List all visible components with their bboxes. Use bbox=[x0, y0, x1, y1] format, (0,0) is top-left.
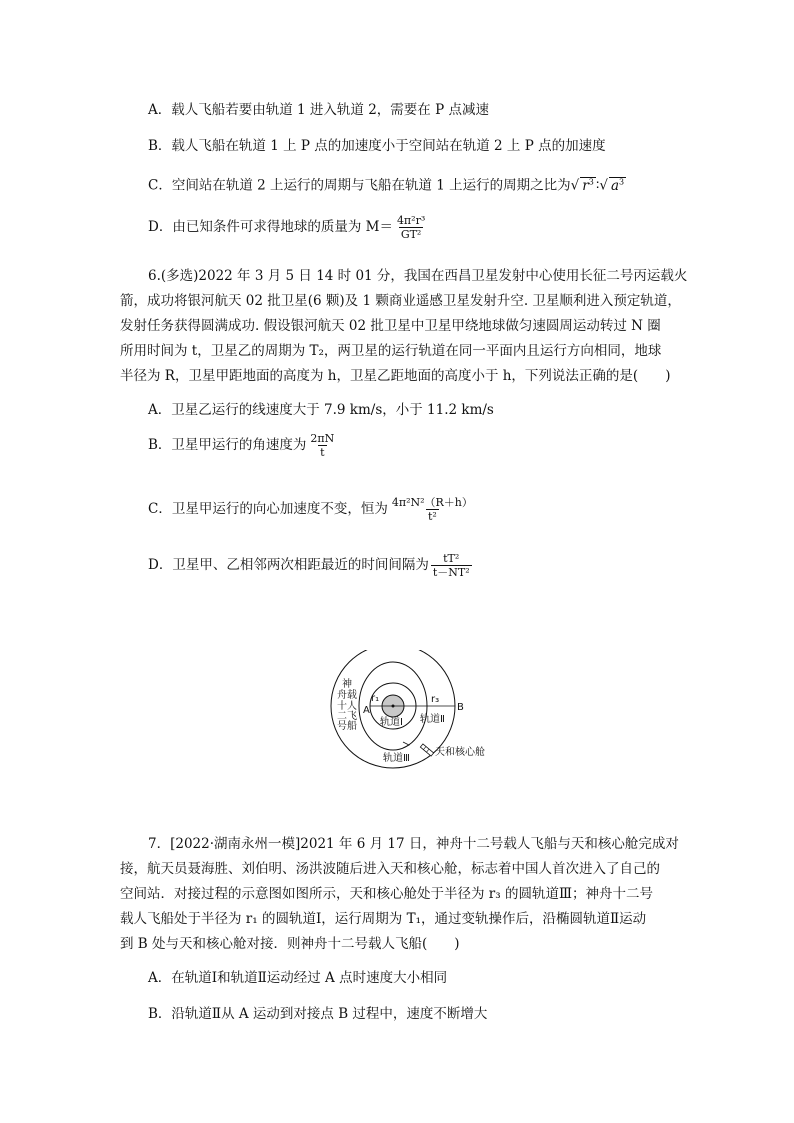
q6-stem-line-2: 箭，成功将银河航天 02 批卫星(6 颗)及 1 颗商业遥感卫星发射升空. 卫星顺利进入预定轨道， bbox=[120, 293, 681, 309]
r1-label: r₁ bbox=[371, 693, 380, 704]
q7-stem-line-3: 空间站．对接过程的示意图如图所示，天和核心舱处于半径为 r₃ 的圆轨道Ⅲ；神舟十二号 bbox=[120, 886, 653, 902]
fraction: $\frac{\text{4π²r³}}{\text{GT²}}$ bbox=[396, 214, 426, 241]
q6-stem-line-5: 半径为 R，卫星甲距地面的高度为 h，卫星乙距地面的高度小于 h，下列说法正确的是( ) bbox=[120, 368, 671, 384]
q6-option-a: A．卫星乙运行的线速度大于 7.9 km/s，小于 11.2 km/s bbox=[148, 402, 494, 418]
station-label: 天和核心舱 bbox=[435, 747, 485, 758]
orbit-diagram bbox=[330, 650, 490, 780]
fraction: $\frac{\text{tT²}}{\text{t－NT²}}$ bbox=[432, 552, 470, 579]
q6-stem-line-1: 6.(多选)2022 年 3 月 5 日 14 时 01 分，我国在西昌卫星发射中心使用长征二号丙运载火 bbox=[148, 268, 688, 284]
ship-label-2: 舟载 bbox=[337, 690, 357, 701]
point-a-label: A bbox=[363, 705, 370, 716]
ship-label-3: 十人 bbox=[337, 701, 357, 712]
ship-label-5: 号船 bbox=[337, 721, 357, 732]
q6-option-d: D．卫星甲、乙相邻两次相距最近的时间间隔为 $\frac{\text{tT²}}{\text{t－NT²}}$ bbox=[148, 552, 470, 579]
fraction: $\frac{2\pi N}{t}$ bbox=[310, 432, 335, 459]
q5-option-d: D．由已知条件可求得地球的质量为 M＝ $\frac{\text{4π²r³}}{\text{GT²}}$ bbox=[148, 214, 426, 241]
q7-stem-line-5: 到 B 处与天和核心舱对接．则神舟十二号载人飞船( ) bbox=[120, 936, 460, 952]
q6-option-c: C．卫星甲运行的向心加速度不变，恒为 $\frac{\text{4π²N²（R＋h）}}{\text{t²}}$ bbox=[148, 496, 473, 523]
fraction: $\frac{\text{4π²N²（R＋h）}}{\text{t²}}$ bbox=[391, 496, 473, 523]
q6-stem-line-3: 发射任务获得圆满成功. 假设银河航天 02 批卫星中卫星甲绕地球做匀速圆周运动转过 N 圈 bbox=[120, 318, 661, 334]
q7-option-b: B．沿轨道Ⅱ从 A 运动到对接点 B 过程中，速度不断增大 bbox=[148, 1006, 488, 1022]
r3-label: r₃ bbox=[431, 694, 440, 705]
q5-option-a: A．载人飞船若要由轨道 1 进入轨道 2，需要在 P 点减速 bbox=[148, 102, 489, 118]
orbit-1-label: 轨道Ⅰ bbox=[380, 717, 403, 728]
q7-stem-line-1: 7．[2022·湖南永州一模]2021 年 6 月 17 日，神舟十二号载人飞船与天和核心舱完成对 bbox=[148, 836, 679, 852]
point-b-label: B bbox=[457, 702, 464, 713]
q5-option-c: C．空间站在轨道 2 上运行的周期与飞船在轨道 1 上运行的周期之比为√ $r^3$ ∶√ $a^3$ bbox=[148, 177, 625, 194]
q7-stem-line-2: 接，航天员聂海胜、刘伯明、汤洪波随后进入天和核心舱，标志着中国人首次进入了自己的 bbox=[120, 861, 660, 877]
space-station-icon bbox=[420, 744, 433, 756]
q7-option-a: A．在轨道Ⅰ和轨道Ⅱ运动经过 A 点时速度大小相同 bbox=[148, 970, 448, 986]
center-dot bbox=[392, 705, 395, 708]
q7-stem-line-4: 载人飞船处于半径为 r₁ 的圆轨道Ⅰ，运行周期为 T₁，通过变轨操作后，沿椭圆轨道Ⅱ运动 bbox=[120, 911, 647, 927]
q5-option-b: B．载人飞船在轨道 1 上 P 点的加速度小于空间站在轨道 2 上 P 点的加速度 bbox=[148, 138, 606, 154]
ship-label-1: 神 bbox=[342, 679, 352, 690]
orbit-3-label: 轨道Ⅲ bbox=[383, 753, 410, 764]
q6-stem-line-4: 所用时间为 t，卫星乙的周期为 T₂，两卫星的运行轨道在同一平面内且运行方向相同，地球 bbox=[120, 343, 662, 359]
ship-label-4: 二飞 bbox=[337, 711, 357, 722]
q6-option-b: B．卫星甲运行的角速度为 $\frac{2\pi N}{t}$ bbox=[148, 432, 335, 459]
orbit-2-label: 轨道Ⅱ bbox=[420, 714, 445, 725]
